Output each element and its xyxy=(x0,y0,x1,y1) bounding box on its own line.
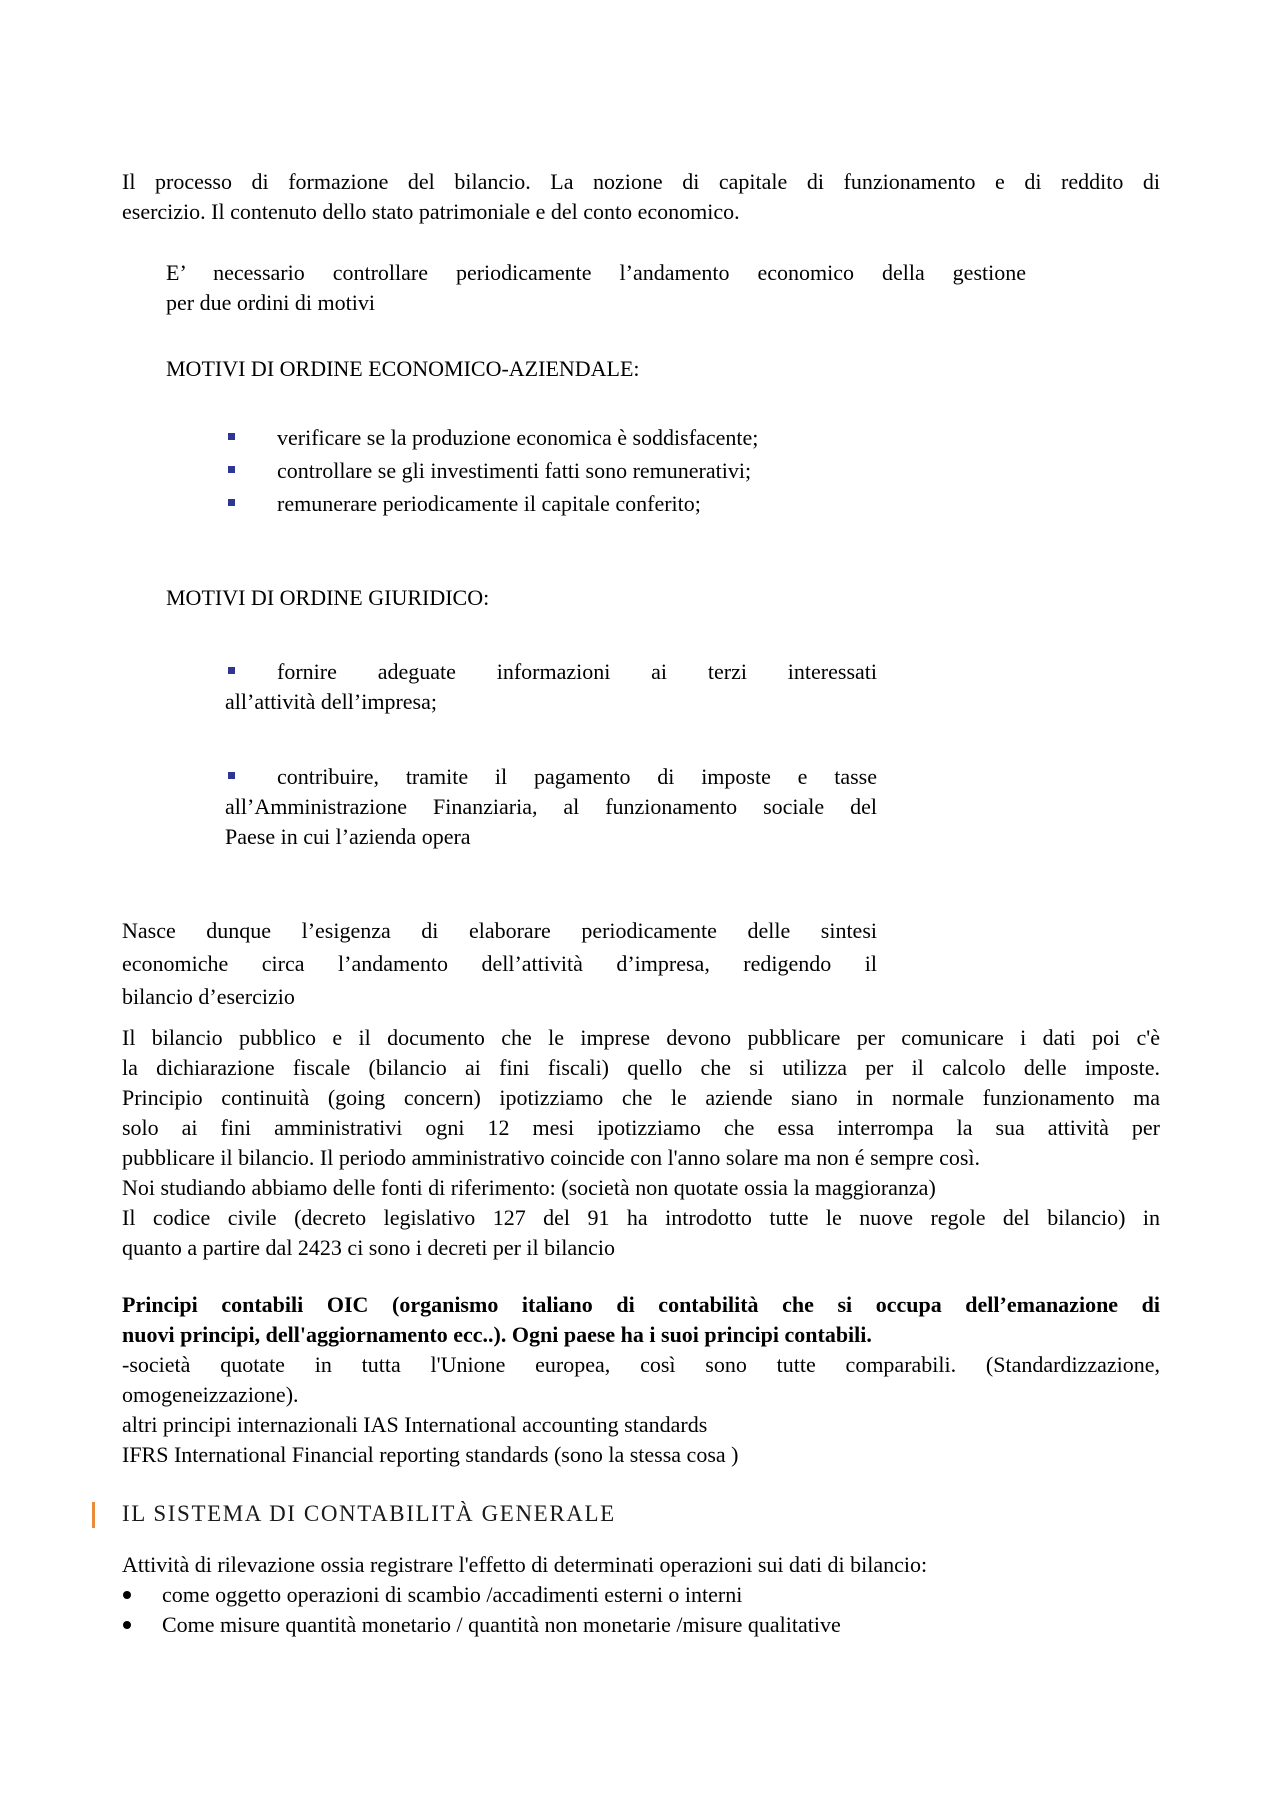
section-heading: IL SISTEMA DI CONTABILITÀ GENERALE xyxy=(122,1501,616,1526)
legal-motive-first-line xyxy=(228,657,877,687)
legal-motive-text: fornire adeguate informazioni ai terzi interessati xyxy=(277,659,877,684)
notes-line: Noi studiando abbiamo delle fonti di riferimento: (società non quotate ossia la maggioranza) xyxy=(122,1175,936,1200)
conclusion-line: economiche circa l’andamento dell’attività d’impresa, redigendo il xyxy=(122,951,877,976)
legal-motive-text: all’Amministrazione Finanziaria, al funzionamento sociale del xyxy=(225,794,877,819)
square-bullet-icon xyxy=(228,499,235,506)
notes-paragraph xyxy=(122,1023,1160,1263)
list-item-text: verificare se la produzione economica è soddisfacente; xyxy=(277,425,759,450)
section-intro: Attività di rilevazione ossia registrare l'effetto di determinati operazioni sui dati di bilancio: xyxy=(122,1552,928,1577)
necessity-paragraph xyxy=(166,258,1026,318)
principles-line: altri principi internazionali IAS International accounting standards xyxy=(122,1412,708,1437)
necessity-line: per due ordini di motivi xyxy=(166,290,375,315)
notes-line: solo ai fini amministrativi ogni 12 mesi ipotizziamo che essa interrompa la sua attività per xyxy=(122,1115,1160,1140)
bullet-dot-icon xyxy=(123,1621,131,1629)
square-bullet-icon xyxy=(228,772,235,779)
list-item-text: come oggetto operazioni di scambio /accadimenti esterni o interni xyxy=(162,1582,743,1607)
conclusion-line: bilancio d’esercizio xyxy=(122,984,295,1009)
legal-motive-text: all’attività dell’impresa; xyxy=(225,689,437,714)
legal-motive-text: contribuire, tramite il pagamento di imposte e tasse xyxy=(277,764,877,789)
economic-motives-list xyxy=(228,421,928,520)
square-bullet-icon xyxy=(228,466,235,473)
legal-motive-first-line xyxy=(228,762,877,792)
list-item xyxy=(122,1580,1160,1610)
notes-line: quanto a partire dal 2423 ci sono i decreti per il bilancio xyxy=(122,1235,616,1260)
principles-bold-line: Principi contabili OIC (organismo italiano di contabilità che si occupa dell’emanazione di xyxy=(122,1292,1160,1317)
bullet-dot-icon xyxy=(123,1591,131,1599)
intro-line: Il processo di formazione del bilancio. La nozione di capitale di funzionamento e di reddito di xyxy=(122,169,1160,194)
square-bullet-icon xyxy=(228,667,235,674)
notes-line: Principio continuità (going concern) ipotizziamo che le aziende siano in normale funzionamento ma xyxy=(122,1085,1160,1110)
section-bullet-list xyxy=(122,1580,1160,1640)
conclusion-paragraph xyxy=(122,914,877,1013)
intro-paragraph xyxy=(122,167,1160,227)
list-item-text: Come misure quantità monetario / quantità non monetarie /misure qualitative xyxy=(162,1612,841,1637)
list-item xyxy=(228,487,928,520)
heading-accent-bar xyxy=(92,1502,95,1528)
principles-bold-line: nuovi principi, dell'aggiornamento ecc..). Ogni paese ha i suoi principi contabili. xyxy=(122,1322,872,1347)
principles-line: omogeneizzazione). xyxy=(122,1382,299,1407)
principles-line: -società quotate in tutta l'Unione europea, così sono tutte comparabili. (Standardizzazione, xyxy=(122,1352,1160,1377)
principles-line: IFRS International Financial reporting standards (sono la stessa cosa ) xyxy=(122,1442,739,1467)
list-item xyxy=(228,454,928,487)
square-bullet-icon xyxy=(228,433,235,440)
list-item xyxy=(228,421,928,454)
legal-motive-item xyxy=(225,657,877,717)
legal-motives-title: MOTIVI DI ORDINE GIURIDICO: xyxy=(166,585,490,610)
list-item-text: controllare se gli investimenti fatti sono remunerativi; xyxy=(277,458,752,483)
legal-motive-item xyxy=(225,762,877,852)
list-item xyxy=(122,1610,1160,1640)
principles-paragraph xyxy=(122,1290,1160,1470)
notes-line: Il bilancio pubblico e il documento che le imprese devono pubblicare per comunicare i dati poi c'è xyxy=(122,1025,1160,1050)
notes-line: la dichiarazione fiscale (bilancio ai fini fiscali) quello che si utilizza per il calcolo delle imposte. xyxy=(122,1055,1160,1080)
legal-motive-text: Paese in cui l’azienda opera xyxy=(225,824,471,849)
notes-line: Il codice civile (decreto legislativo 127 del 91 ha introdotto tutte le nuove regole del bilancio) in xyxy=(122,1205,1160,1230)
list-item-text: remunerare periodicamente il capitale conferito; xyxy=(277,491,701,516)
economic-motives-title: MOTIVI DI ORDINE ECONOMICO-AZIENDALE: xyxy=(166,356,640,381)
conclusion-line: Nasce dunque l’esigenza di elaborare periodicamente delle sintesi xyxy=(122,918,877,943)
necessity-line: E’ necessario controllare periodicamente l’andamento economico della gestione xyxy=(166,260,1026,285)
intro-line: esercizio. Il contenuto dello stato patrimoniale e del conto economico. xyxy=(122,199,740,224)
notes-line: pubblicare il bilancio. Il periodo amministrativo coincide con l'anno solare ma non é sempre così. xyxy=(122,1145,981,1170)
